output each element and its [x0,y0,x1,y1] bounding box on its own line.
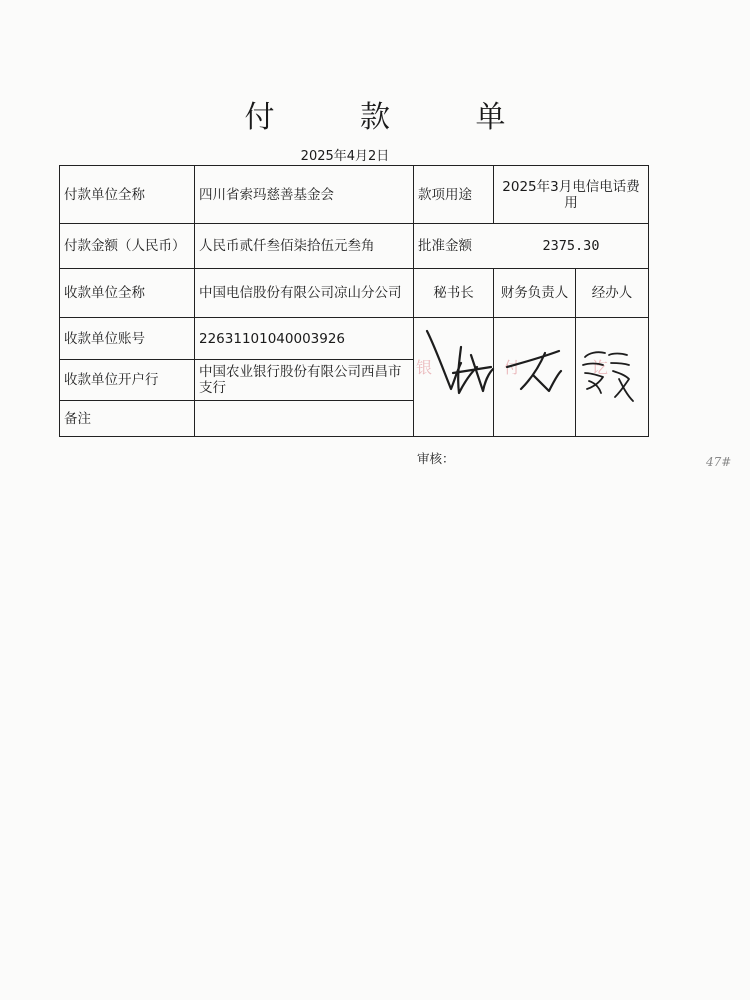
bank-label: 收款单位开户行 [64,372,159,388]
remark-value [195,401,413,436]
secretary-label: 秘书长 [433,285,474,301]
purpose-label: 款项用途 [418,186,472,203]
payee-label: 收款单位全称 [64,285,145,301]
handler-signature [583,352,633,401]
account-value: 22631101040003926 [199,330,346,347]
amount-label: 付款金额（人民币） [64,238,186,254]
signatures [413,317,650,437]
secretary-signature [427,331,493,393]
bank-paid-stamp: 银 付 讫 [416,358,637,377]
document-date: 2025年4月2日 [300,149,390,164]
payee-value: 中国电信股份有限公司凉山分公司 [199,285,402,301]
remark-label: 备注 [64,410,91,427]
audit-label: 审核： [417,451,455,466]
purpose-value: 2025年3月电信电话费用 [502,178,640,211]
handler-label: 经办人 [591,285,633,301]
account-label: 收款单位账号 [64,330,145,347]
page-title: 付 款 单 [244,100,544,135]
approved-label: 批准金额 [418,238,472,254]
payer-value: 四川省索玛慈善基金会 [199,186,334,203]
approved-value: 2375.30 [542,238,600,254]
finance-signature [507,351,561,391]
amount-value: 人民币贰仟叁佰柒拾伍元叁角 [199,238,375,254]
payer-label: 付款单位全称 [64,186,145,203]
finance-label: 财务负责人 [500,285,569,301]
bank-value: 中国农业银行股份有限公司西昌市支行 [199,364,402,396]
page-mark: 47# [706,455,732,469]
